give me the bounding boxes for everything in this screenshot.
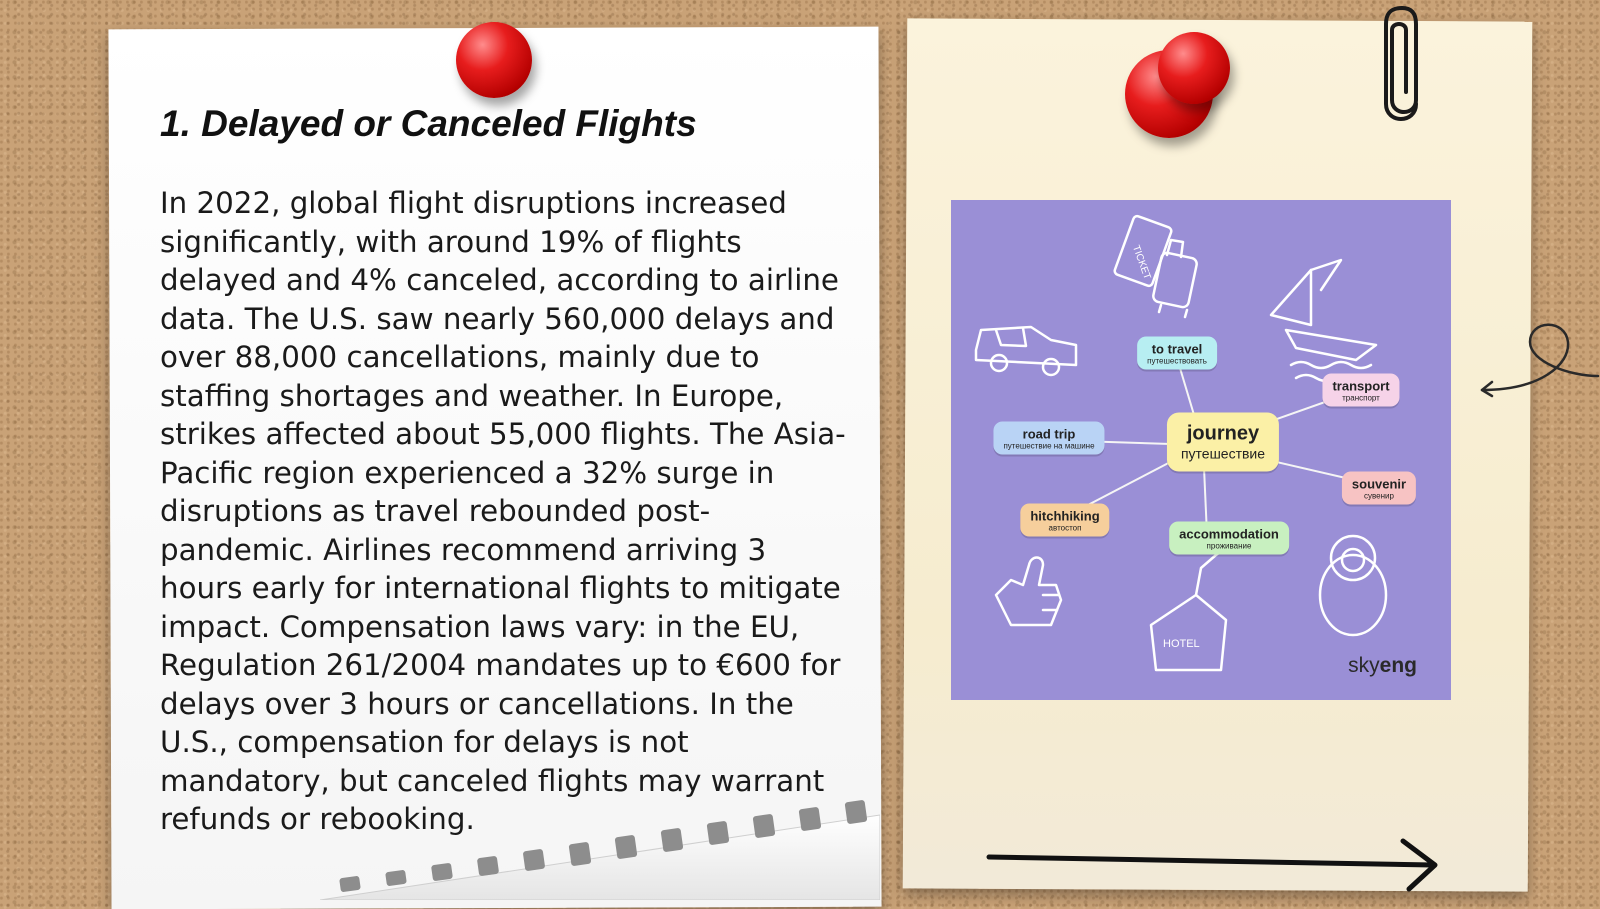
curly-arrow-icon bbox=[1480, 310, 1600, 410]
brand-prefix: sky bbox=[1348, 654, 1380, 677]
node-label: to travel bbox=[1151, 341, 1203, 357]
page-title: 1. Delayed or Canceled Flights bbox=[160, 103, 697, 144]
node-label: road trip bbox=[1022, 426, 1076, 442]
svg-text:HOTEL: HOTEL bbox=[1163, 638, 1200, 650]
mindmap-node-road-trip bbox=[993, 422, 1104, 455]
arrow-right-icon bbox=[985, 835, 1445, 895]
red-pushpin-icon bbox=[1158, 32, 1230, 104]
paperclip-icon bbox=[1372, 0, 1422, 130]
node-label: accommodation bbox=[1179, 526, 1279, 542]
node-label: transport bbox=[1332, 378, 1390, 394]
mindmap-node-hitchhiking bbox=[1020, 504, 1109, 537]
node-translation: транспорт bbox=[1342, 393, 1380, 403]
body-paragraph: In 2022, global flight disruptions increased significantly, with around 19% of flights delayed and 4% canceled, according to airline data. The U.S. saw nearly 560,000 delays and over 88,000 cancellations, mainly due to staffing shortages and weather. In Europe, strikes affected about 55,000 flights. The Asia-Pacific region experienced a 32% surge in disruptions as travel rebounded post-pandemic. Airlines recommend arriving 3 hours early for international flights to mitigate impact. Compensation laws vary: in the EU, Regulation 261/2004 mandates up to €600 for delays over 3 hours or cancellations. In the U.S., compensation for delays is not mandatory, but canceled flights may warrant refunds or rebooking. bbox=[160, 186, 846, 836]
node-translation: путешествие bbox=[1180, 445, 1266, 462]
node-translation: путешествовать bbox=[1147, 356, 1207, 366]
node-label: journey bbox=[1186, 422, 1260, 445]
matryoshka-icon bbox=[1320, 536, 1386, 635]
ticket-icon bbox=[1114, 215, 1173, 287]
thumbs-up-icon bbox=[996, 558, 1061, 626]
sailboat-icon bbox=[1271, 260, 1376, 381]
luggage-icon bbox=[1152, 240, 1198, 317]
mindmap-node-accommodation bbox=[1169, 522, 1289, 555]
node-translation: автостоп bbox=[1048, 523, 1082, 533]
node-label: souvenir bbox=[1351, 476, 1407, 492]
red-pushpin-icon bbox=[456, 22, 532, 98]
car-icon bbox=[976, 327, 1076, 375]
torn-paper-strip bbox=[320, 795, 880, 900]
mindmap-node-journey bbox=[1167, 413, 1279, 472]
hotel-icon bbox=[1151, 545, 1231, 670]
node-translation: сувенир bbox=[1364, 491, 1394, 501]
mindmap-node-souvenir bbox=[1342, 472, 1416, 505]
brand-suffix: eng bbox=[1379, 654, 1417, 677]
mindmap-node-transport bbox=[1322, 374, 1399, 407]
svg-text:TICKET: TICKET bbox=[1129, 243, 1153, 282]
node-label: hitchhiking bbox=[1030, 508, 1100, 524]
node-translation: проживание bbox=[1206, 541, 1252, 551]
brand-logo bbox=[1348, 654, 1417, 678]
travel-mindmap-image bbox=[951, 200, 1451, 700]
node-translation: путешествие на машине bbox=[1003, 441, 1095, 451]
mindmap-node-to-travel bbox=[1137, 337, 1217, 370]
